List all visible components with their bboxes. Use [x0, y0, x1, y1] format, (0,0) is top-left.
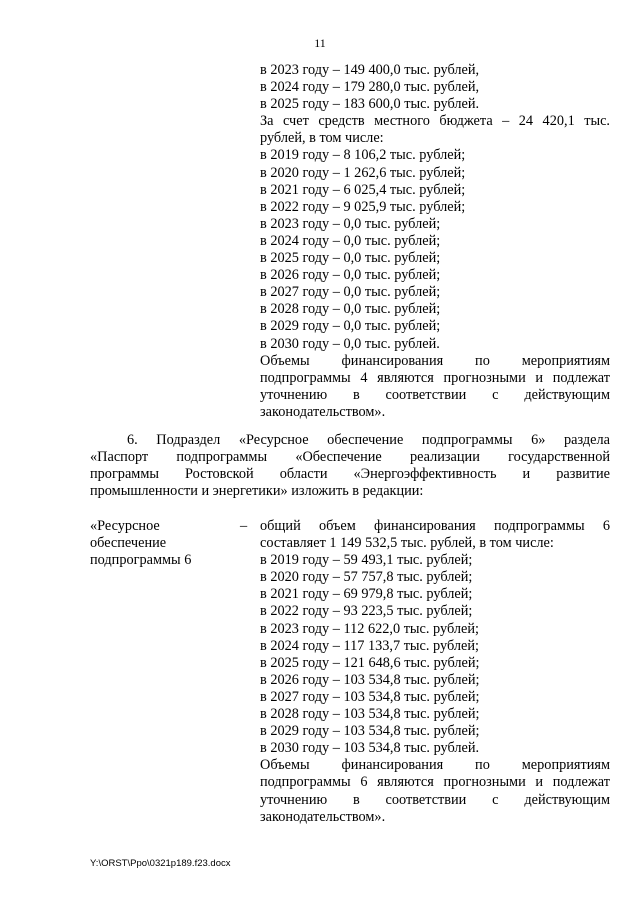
section-6-paragraph [90, 432, 610, 500]
text-line: законодательством». [260, 808, 386, 825]
text-line: в 2027 году – 103 534,8 тыс. рублей; [260, 688, 480, 705]
text-line: в 2026 году – 0,0 тыс. рублей; [260, 267, 441, 284]
text-line: в 2020 году – 1 262,6 тыс. рублей; [260, 164, 466, 181]
label-line: обеспечение [90, 535, 167, 552]
text-line: «Паспорт подпрограммы «Обеспечение реализации государственной [90, 449, 610, 466]
page-number: 11 [314, 36, 326, 50]
text-line: в 2028 году – 0,0 тыс. рублей; [260, 301, 441, 318]
text-line: в 2022 году – 93 223,5 тыс. рублей; [260, 603, 473, 620]
label-line: «Ресурсное [90, 518, 160, 534]
resource-financing-block [260, 518, 610, 826]
text-line: промышленности и энергетики» изложить в редакции: [90, 483, 424, 500]
text-line: Объемы финансирования по мероприятиям [260, 757, 610, 774]
footer-file-path: Y:\ORST\Ppo\0321p189.f23.docx [90, 858, 231, 869]
text-line: в 2030 году – 0,0 тыс. рублей. [260, 335, 440, 352]
text-line: в 2025 году – 183 600,0 тыс. рублей. [260, 96, 480, 113]
text-line: в 2030 году – 103 534,8 тыс. рублей. [260, 740, 480, 757]
text-line: в 2023 году – 149 400,0 тыс. рублей, [260, 62, 480, 78]
text-line: подпрограммы 6 являются прогнозными и подлежат [260, 774, 610, 791]
top-financing-block [260, 62, 610, 421]
text-line: в 2022 году – 9 025,9 тыс. рублей; [260, 198, 466, 215]
text-line: в 2024 году – 179 280,0 тыс. рублей, [260, 79, 480, 96]
text-line: в 2024 году – 0,0 тыс. рублей; [260, 232, 441, 249]
text-line: законодательством». [260, 403, 386, 420]
text-line: Объемы финансирования по мероприятиям [260, 352, 610, 369]
text-line: в 2026 году – 103 534,8 тыс. рублей; [260, 671, 480, 688]
text-line: составляет 1 149 532,5 тыс. рублей, в том числе: [260, 535, 554, 552]
text-line: в 2025 году – 0,0 тыс. рублей; [260, 250, 441, 267]
text-line: в 2019 году – 59 493,1 тыс. рублей; [260, 552, 473, 569]
text-line: За счет средств местного бюджета – 24 420,1 тыс. [260, 113, 610, 130]
text-line: рублей, в том числе: [260, 130, 384, 147]
text-line: общий объем финансирования подпрограммы 6 [260, 518, 610, 534]
text-line: в 2019 году – 8 106,2 тыс. рублей; [260, 147, 466, 164]
dash-separator: – [240, 518, 248, 534]
text-line: в 2020 году – 57 757,8 тыс. рублей; [260, 569, 473, 586]
text-line: 6. Подраздел «Ресурсное обеспечение подпрограммы 6» раздела [127, 432, 610, 448]
text-line: в 2023 году – 0,0 тыс. рублей; [260, 215, 441, 232]
text-line: уточнению в соответствии с действующим [260, 386, 610, 403]
text-line: в 2029 году – 0,0 тыс. рублей; [260, 318, 441, 335]
label-line: подпрограммы 6 [90, 552, 192, 569]
text-line: в 2021 году – 69 979,8 тыс. рублей; [260, 586, 473, 603]
text-line: в 2021 году – 6 025,4 тыс. рублей; [260, 181, 466, 198]
text-line: уточнению в соответствии с действующим [260, 791, 610, 808]
text-line: в 2025 году – 121 648,6 тыс. рублей; [260, 654, 480, 671]
resource-label [90, 518, 200, 569]
text-line: в 2029 году – 103 534,8 тыс. рублей; [260, 723, 480, 740]
text-line: в 2024 году – 117 133,7 тыс. рублей; [260, 637, 479, 654]
text-line: программы Ростовской области «Энергоэффективность и развитие [90, 466, 610, 483]
text-line: в 2023 году – 112 622,0 тыс. рублей; [260, 620, 479, 637]
text-line: подпрограммы 4 являются прогнозными и подлежат [260, 369, 610, 386]
text-line: в 2027 году – 0,0 тыс. рублей; [260, 284, 441, 301]
text-line: в 2028 году – 103 534,8 тыс. рублей; [260, 706, 480, 723]
